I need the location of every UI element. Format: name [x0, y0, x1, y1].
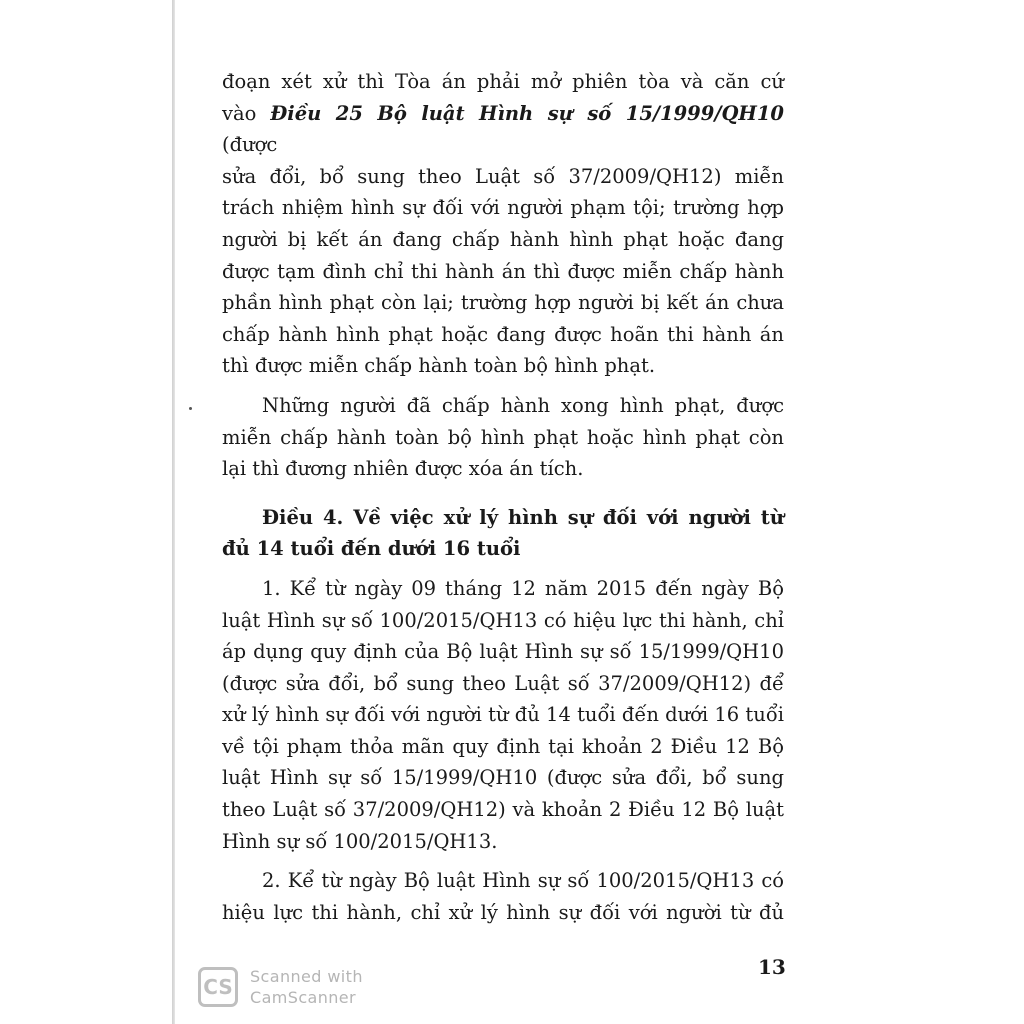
watermark-line-2: CamScanner: [250, 988, 357, 1007]
scan-speck: [189, 407, 192, 410]
paragraph-1-line-2: vào Điều 25 Bộ luật Hình sự số 15/1999/QH10 (được: [222, 101, 784, 157]
page-number: 13: [758, 955, 786, 979]
document-page: [222, 66, 784, 928]
cited-law: Điều 25 Bộ luật Hình sự số 15/1999/QH10: [270, 101, 784, 125]
paragraph-2: Những người đã chấp hành xong hình phạt, được miễn chấp hành toàn bộ hình phạt hoặc hình phạt còn lại thì đương nhiên được xóa án tích.: [222, 393, 784, 481]
paragraph-1-line-1: đoạn xét xử thì Tòa án phải mở phiên tòa và căn cứ: [222, 70, 784, 93]
page-binding-edge: [172, 0, 175, 1024]
watermark-line-1: Scanned with: [250, 967, 363, 986]
clause-2: 2. Kể từ ngày Bộ luật Hình sự số 100/2015/QH13 có hiệu lực thi hành, chỉ xử lý hình sự đối với người từ đủ: [222, 869, 784, 924]
camscanner-logo-icon: CS: [198, 967, 238, 1007]
scanner-watermark: [250, 966, 363, 1008]
clause-1: 1. Kể từ ngày 09 tháng 12 năm 2015 đến ngày Bộ luật Hình sự số 100/2015/QH13 có hiệu lực thi hành, chỉ áp dụng quy định của Bộ luật Hình sự số 15/1999/QH10 (được sửa đổi, bổ sung theo Luật số 37/2009/QH12) để xử lý hình sự đối với người từ đủ 14 tuổi đến dưới 16 tuổi về tội phạm thỏa mãn quy định tại khoản 2 Điều 12 Bộ luật Hình sự số 15/1999/QH10 (được sửa đổi, bổ sung theo Luật số 37/2009/QH12) và khoản 2 Điều 12 Bộ luật Hình sự số 100/2015/QH13.: [222, 576, 784, 853]
article-heading: Điều 4. Về việc xử lý hình sự đối với người từ đủ 14 tuổi đến dưới 16 tuổi: [222, 505, 784, 561]
paragraph-1-rest: sửa đổi, bổ sung theo Luật số 37/2009/QH12) miễn trách nhiệm hình sự đối với người phạm tội; trường hợp người bị kết án đang chấp hành hình phạt hoặc đang được tạm đình chỉ thi hành án thì được miễn chấp hành phần hình phạt còn lại; trường hợp người bị kết án chưa chấp hành hình phạt hoặc đang được hoãn thi hành án thì được miễn chấp hành toàn bộ hình phạt.: [222, 164, 784, 378]
